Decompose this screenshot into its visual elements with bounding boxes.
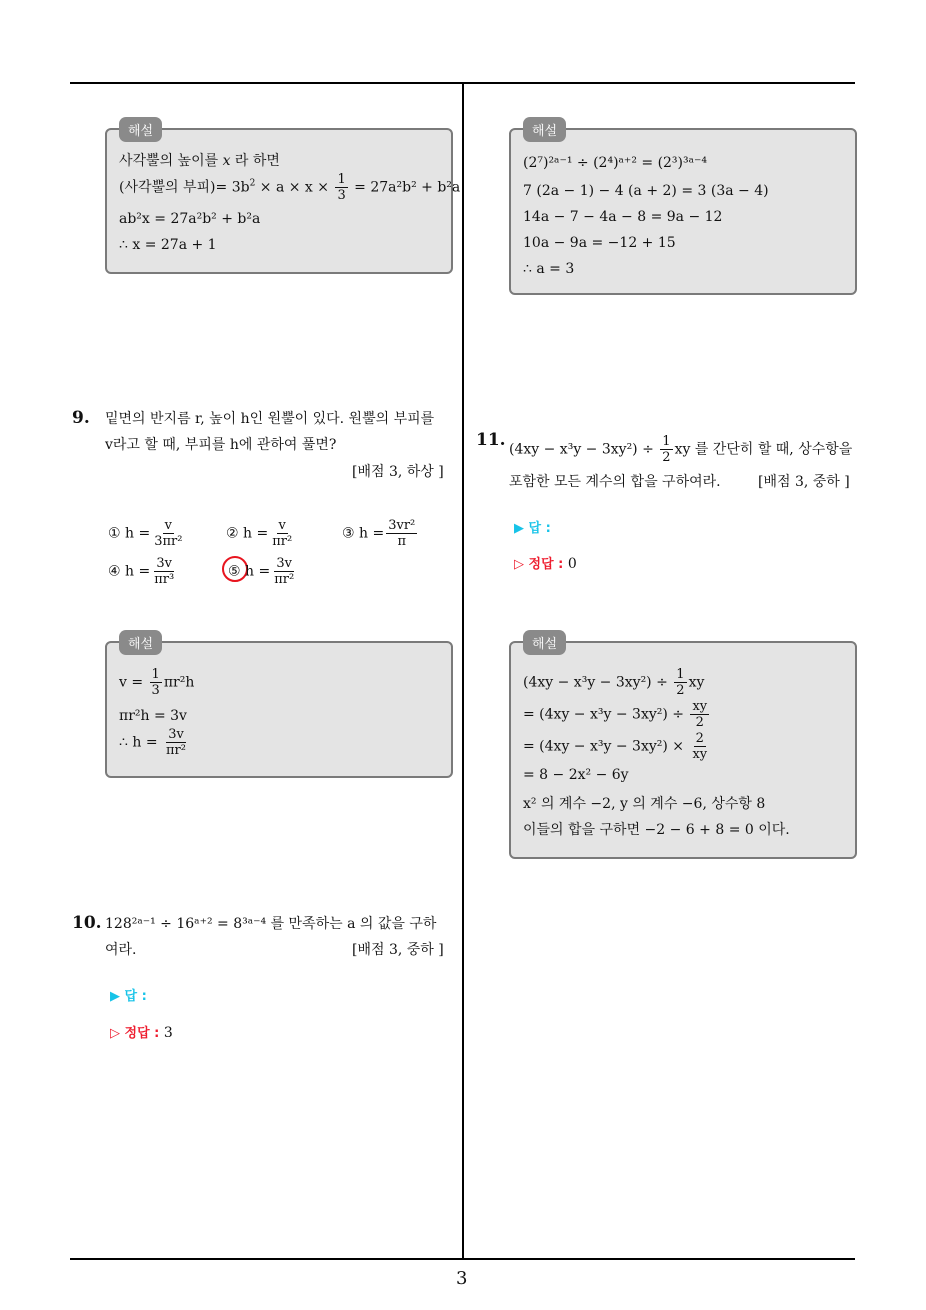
explanation-tag: 해설 <box>119 630 162 655</box>
correct-answer: ▷ 정답 : 0 <box>514 556 577 572</box>
explanation-line: = 8 − 2x² − 6y <box>523 767 629 783</box>
explanation-box-q8 <box>105 124 461 274</box>
question-text: (4xy − x³y − 3xy²) ÷ $\frac{1}{2}$ xy 를 간단히 할 때, 상수항을 <box>509 434 853 465</box>
explanation-line: 10a − 9a = −12 + 15 <box>523 235 676 251</box>
question-score: [배점 3, 중하 ] <box>758 474 850 490</box>
explanation-line: 14a − 7 − 4a − 8 = 9a − 12 <box>523 209 723 225</box>
explanation-line: 이들의 합을 구하면 −2 − 6 + 8 = 0 이다. <box>523 822 790 838</box>
choice-4[interactable]: ④ h = $\frac{3v}{\text{πr³}}$ <box>108 556 175 587</box>
question-score: [배점 3, 중하 ] <box>352 942 444 958</box>
explanation-line: = (4xy − x³y − 3xy²) ÷ $\frac{xy}{2}$ <box>523 699 708 730</box>
page-number: 3 <box>456 1268 468 1289</box>
choice-2[interactable]: ② h = $\frac{v}{\text{πr²}}$ <box>226 518 293 549</box>
bottom-rule <box>70 1258 855 1260</box>
question-text: v라고 할 때, 부피를 h에 관하여 풀면? <box>105 437 337 453</box>
question-text: 포함한 모든 계수의 합을 구하여라. <box>509 474 721 490</box>
explanation-line: 7 (2a − 1) − 4 (a + 2) = 3 (3a − 4) <box>523 183 769 199</box>
explanation-line: ∴ a = 3 <box>523 261 575 277</box>
question-text: 여라. <box>105 942 137 958</box>
question-text: 128²ᵃ⁻¹ ÷ 16ᵃ⁺² = 8³ᵃ⁻⁴ 를 만족하는 a 의 값을 구하 <box>105 916 437 932</box>
question-number: 10. <box>72 913 102 933</box>
explanation-line: (사각뿔의 부피)= $3b^2 \times a \times x$ × $\frac{1}{3}$ = 27a²b² + b²a <box>119 172 461 203</box>
choice-1[interactable]: ① h = $\frac{v}{\text{3πr²}}$ <box>108 518 183 549</box>
answer-label: ▶ 답 : <box>514 521 551 536</box>
question-number: 11. <box>476 430 506 450</box>
explanation-box-q10 <box>509 124 857 295</box>
explanation-line: ∴ x = 27a + 1 <box>119 237 217 253</box>
question-number: 9. <box>72 408 90 428</box>
explanation-line: = (4xy − x³y − 3xy²) × $\frac{2}{xy}$ <box>523 731 708 762</box>
question-text: 밑면의 반지름 r, 높이 h인 원뿔이 있다. 원뿔의 부피를 <box>105 411 435 427</box>
question-score: [배점 3, 하상 ] <box>352 464 444 480</box>
explanation-line: (4xy − x³y − 3xy²) ÷ $\frac{1}{2}$ xy <box>523 667 705 698</box>
explanation-line: ∴ h = $\frac{3v}{\text{πr²}}$ <box>119 727 186 758</box>
explanation-line: v = $\frac{1}{3}$ πr²h <box>119 667 195 698</box>
column-divider <box>462 82 464 1259</box>
explanation-tag: 해설 <box>523 117 566 142</box>
explanation-tag: 해설 <box>523 630 566 655</box>
choice-5[interactable]: ⑤ h = $\frac{3v}{\text{πr²}}$ <box>228 556 295 587</box>
explanation-line: 사각뿔의 높이를 x 라 하면 <box>119 153 280 169</box>
explanation-tag: 해설 <box>119 117 162 142</box>
explanation-box-q9 <box>105 637 453 778</box>
explanation-line: x² 의 계수 −2, y 의 계수 −6, 상수항 8 <box>523 796 766 812</box>
correct-answer: ▷ 정답 : 3 <box>110 1025 173 1041</box>
explanation-box-q11 <box>509 637 857 859</box>
answer-label: ▶ 답 : <box>110 989 147 1004</box>
explanation-line: (2⁷)²ᵃ⁻¹ ÷ (2⁴)ᵃ⁺² = (2³)³ᵃ⁻⁴ <box>523 155 708 171</box>
explanation-line: πr²h = 3v <box>119 708 187 724</box>
explanation-line: ab²x = 27a²b² + b²a <box>119 211 261 227</box>
choice-3[interactable]: ③ h = $\frac{\text{3vr²}}{\pi}$ <box>342 518 416 549</box>
